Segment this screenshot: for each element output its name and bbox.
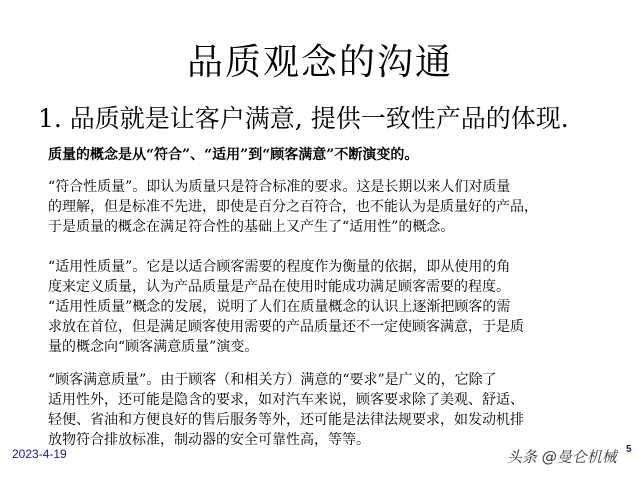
slide-date: 2023-4-19 bbox=[12, 447, 67, 461]
lead-sentence: 质量的概念是从“符合”、“适用”到“顾客满意”不断演变的。 bbox=[48, 147, 419, 163]
page-number: 5 bbox=[626, 444, 632, 455]
paragraph-line: “符合性质量”。即认为质量只是符合标准的要求。这是长期以来人们对质量 bbox=[48, 179, 511, 195]
paragraph-line: 求放在首位，但是满足顾客使用需要的产品质量还不一定使顾客满意，于是质 bbox=[48, 319, 524, 335]
slide-title: 品质观念的沟通 bbox=[186, 42, 453, 83]
paragraph-line: 轻便、省油和方便良好的售后服务等外，还可能是法律法规要求，如发动机排 bbox=[48, 412, 524, 428]
paragraph-fitness-quality bbox=[48, 257, 618, 357]
paragraph-line: “适用性质量”概念的发展，说明了人们在质量概念的认识上逐渐把顾客的需 bbox=[48, 299, 511, 315]
watermark: 头条 @曼仑机械 bbox=[507, 448, 617, 466]
paragraph-line: 度来定义质量，认为产品质量是产品在使用时能成功满足顾客需要的程度。 bbox=[48, 279, 510, 295]
slide-subtitle: 1. 品质就是让客户满意, 提供一致性产品的体现. bbox=[38, 104, 569, 133]
paragraph-line: “顾客满意质量”。由于顾客（和相关方）满意的“要求”是广义的，它除了 bbox=[48, 372, 497, 388]
paragraph-line: 的理解，但是标准不先进，即使是百分之百符合，也不能认为是质量好的产品， bbox=[48, 199, 538, 215]
paragraph-customer-satisfaction-quality bbox=[48, 370, 618, 450]
paragraph-line: 适用性外，还可能是隐含的要求，如对汽车来说，顾客要求除了美观、舒适、 bbox=[48, 392, 524, 408]
paragraph-conformance-quality bbox=[48, 177, 618, 237]
paragraph-line: 放物符合排放标准，制动器的安全可靠性高，等等。 bbox=[48, 432, 370, 448]
paragraph-line: 于是质量的概念在满足符合性的基础上又产生了“适用性”的概念。 bbox=[48, 219, 455, 235]
paragraph-line: 量的概念向“顾客满意质量”演变。 bbox=[48, 339, 259, 355]
paragraph-line: “适用性质量”。它是以适合顾客需要的程度作为衡量的依据，即从使用的角 bbox=[48, 259, 511, 275]
